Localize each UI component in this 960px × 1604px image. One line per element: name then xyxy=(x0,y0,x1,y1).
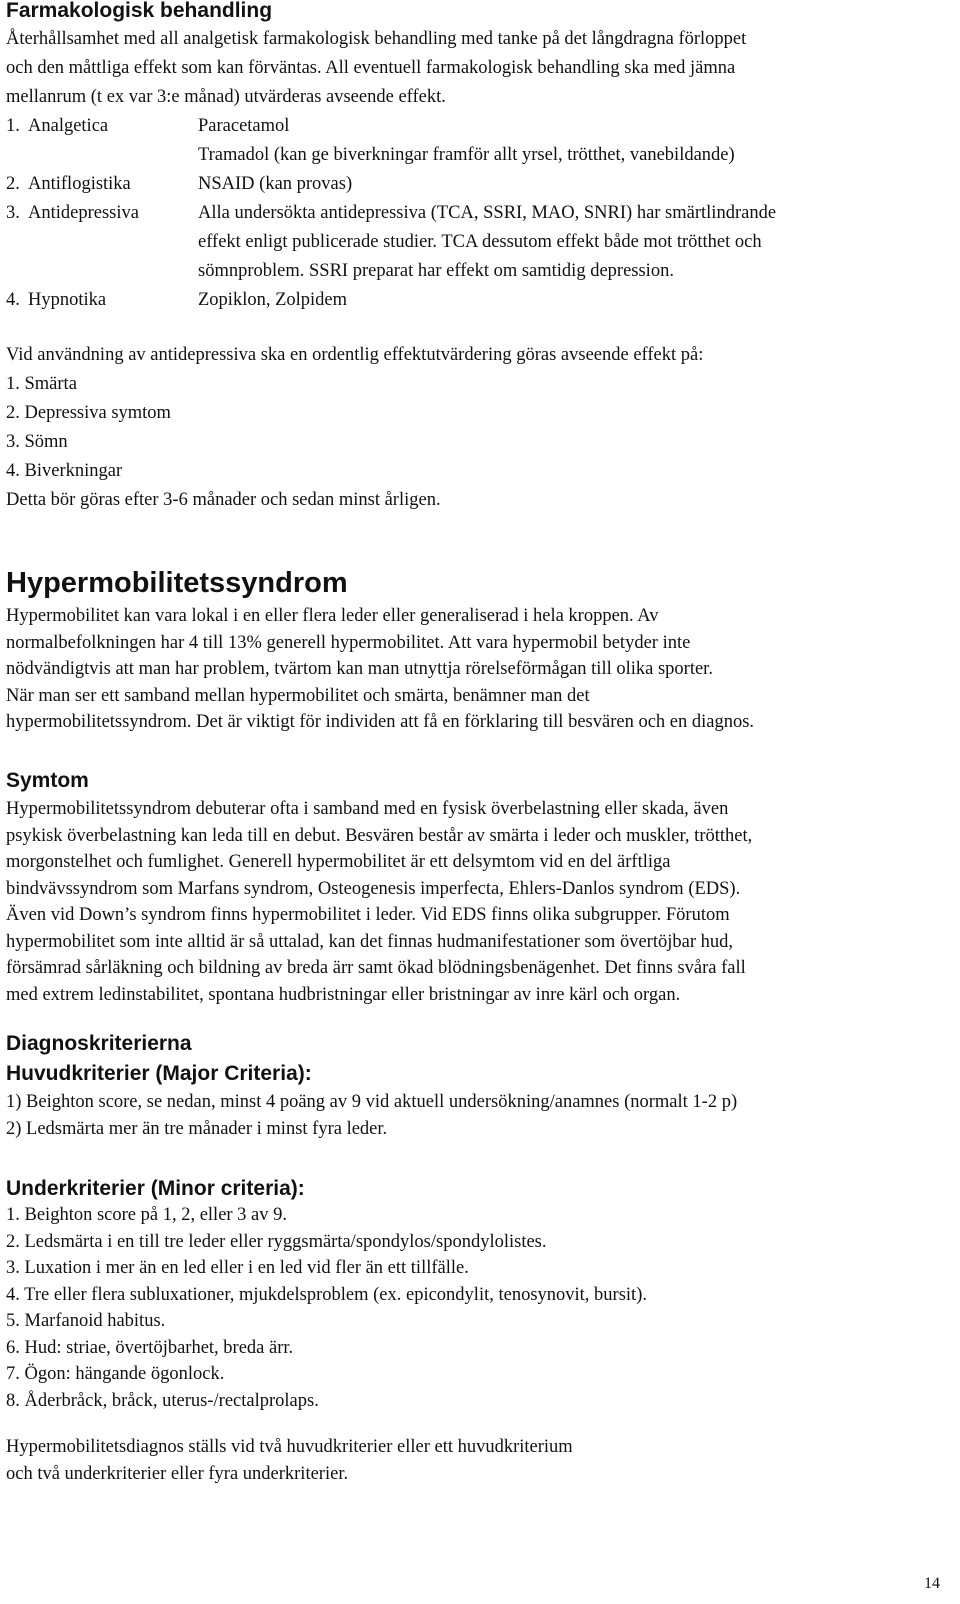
farm-intro-line: och den måttliga effekt som kan förväntas. All eventuell farmakologisk behandling ska med jämna xyxy=(6,58,736,78)
hyper-line: Hypermobilitet kan vara lokal i en eller flera leder eller generaliserad i hela kroppen. Av xyxy=(6,606,659,626)
symtom-line: med extrem ledinstabilitet, spontana hudbristningar eller bristningar av inre kärl och organ. xyxy=(6,984,681,1005)
med-desc-line: effekt enligt publicerade studier. TCA dessutom effekt både mot trötthet och xyxy=(198,232,762,252)
symtom-body xyxy=(6,796,954,1008)
farm-intro-line: mellanrum (t ex var 3:e månad) utvärderas avseende effekt. xyxy=(6,87,446,107)
med-number: 2. xyxy=(6,174,20,194)
conclusion-line: Hypermobilitetsdiagnos ställs vid två huvudkriterier eller ett huvudkriterium xyxy=(6,1437,573,1457)
med-description xyxy=(198,199,954,286)
minor-heading: Underkriterier (Minor criteria): xyxy=(6,1177,305,1200)
minor-criteria xyxy=(6,1202,954,1414)
med-desc-line: sömnproblem. SSRI preparat har effekt om samtidig depression. xyxy=(198,261,674,281)
hyper-section xyxy=(6,566,954,600)
med-description xyxy=(198,170,954,199)
evaluation-block xyxy=(6,341,954,515)
hyper-body xyxy=(6,603,954,736)
major-item: 2) Ledsmärta mer än tre månader i minst fyra leder. xyxy=(6,1118,388,1139)
eval-intro: Vid användning av antidepressiva ska en ordentlig effektutvärdering göras avseende effekt på: xyxy=(6,345,704,365)
symtom-heading: Symtom xyxy=(6,769,89,792)
minor-item: 4. Tre eller flera subluxationer, mjukdelsproblem (ex. epicondylit, tenosynovit, bursit). xyxy=(6,1284,647,1305)
hyper-line: nödvändigtvis att man har problem, tvärtom kan man utnyttja rörelseförmågan till olika sporter. xyxy=(6,659,713,679)
symtom-line: Hypermobilitetssyndrom debuterar ofta i samband med en fysisk överbelastning eller skada, även xyxy=(6,799,729,819)
diag-heading: Diagnoskriterierna xyxy=(6,1032,192,1055)
farm-intro xyxy=(6,25,954,112)
eval-item: 1. Smärta xyxy=(6,374,77,394)
symtom-line: morgonstelhet och fumlighet. Generell hypermobilitet är ett delsymtom vid en del ärftliga xyxy=(6,852,671,872)
farm-section xyxy=(6,0,954,112)
eval-item: 3. Sömn xyxy=(6,432,68,452)
symtom-line: bindvävssyndrom som Marfans syndrom, Osteogenesis imperfecta, Ehlers-Danlos syndrom (EDS). xyxy=(6,878,741,899)
minor-item: 3. Luxation i mer än en led eller i en led vid fler än ett tillfälle. xyxy=(6,1258,469,1278)
hyper-heading: Hypermobilitetssyndrom xyxy=(6,567,348,599)
hyper-line: normalbefolkningen har 4 till 13% generell hypermobilitet. Att vara hypermobil betyder inte xyxy=(6,632,691,653)
med-class: Antiflogistika xyxy=(28,174,131,194)
major-criteria xyxy=(6,1089,954,1142)
minor-item: 1. Beighton score på 1, 2, eller 3 av 9. xyxy=(6,1205,288,1225)
minor-item: 6. Hud: striae, övertöjbarhet, breda ärr. xyxy=(6,1337,294,1358)
med-number: 3. xyxy=(6,203,20,223)
medication-row xyxy=(6,286,954,315)
symtom-section xyxy=(6,767,954,795)
med-desc-line: Zopiklon, Zolpidem xyxy=(198,290,348,310)
med-number: 1. xyxy=(6,116,20,136)
minor-item: 8. Åderbråck, bråck, uterus-/rectalprolaps. xyxy=(6,1390,319,1411)
med-class: Hypnotika xyxy=(28,290,107,310)
minor-item: 2. Ledsmärta i en till tre leder eller ryggsmärta/spondylos/spondylolistes. xyxy=(6,1231,547,1252)
med-number: 4. xyxy=(6,290,20,310)
symtom-line: försämrad sårläkning och bildning av breda ärr samt ökad blödningsbenägenhet. Det finns svåra fall xyxy=(6,958,746,978)
minor-item: 5. Marfanoid habitus. xyxy=(6,1311,166,1331)
medication-row xyxy=(6,112,954,170)
conclusion-line: och två underkriterier eller fyra underkriterier. xyxy=(6,1463,349,1484)
farm-heading: Farmakologisk behandling xyxy=(6,0,273,22)
medication-list xyxy=(6,112,954,315)
symtom-line: Även vid Down’s syndrom finns hypermobilitet i leder. Vid EDS finns olika subgrupper. Förutom xyxy=(6,905,730,925)
symtom-line: psykisk överbelastning kan leda till en debut. Besvären består av smärta i leder och muskler, trötthet, xyxy=(6,825,753,846)
hyper-line: hypermobilitetssyndrom. Det är viktigt för individen att få en förklaring till besvären och en diagnos. xyxy=(6,712,755,732)
med-desc-line: Tramadol (kan ge biverkningar framför allt yrsel, trötthet, vanebildande) xyxy=(198,145,735,165)
minor-section xyxy=(6,1175,954,1203)
page-number: 14 xyxy=(924,1575,940,1592)
major-heading: Huvudkriterier (Major Criteria): xyxy=(6,1062,312,1085)
farm-intro-line: Återhållsamhet med all analgetisk farmakologisk behandling med tanke på det långdragna förloppet xyxy=(6,29,747,49)
med-class: Antidepressiva xyxy=(28,203,139,223)
eval-outro: Detta bör göras efter 3-6 månader och sedan minst årligen. xyxy=(6,490,441,510)
med-desc-line: Paracetamol xyxy=(198,116,290,136)
symtom-line: hypermobilitet som inte alltid är så uttalad, kan det finnas hudmanifestationer som övertöjbar hud, xyxy=(6,931,733,952)
eval-item: 4. Biverkningar xyxy=(6,461,123,481)
medication-row xyxy=(6,199,954,286)
med-description xyxy=(198,286,954,315)
med-description xyxy=(198,112,954,170)
diag-section xyxy=(6,1030,954,1088)
med-desc-line: Alla undersökta antidepressiva (TCA, SSRI, MAO, SNRI) har smärtlindrande xyxy=(198,203,777,223)
medication-row xyxy=(6,170,954,199)
major-item: 1) Beighton score, se nedan, minst 4 poäng av 9 vid aktuell undersökning/anamnes (normalt 1-2 p) xyxy=(6,1092,738,1112)
eval-item: 2. Depressiva symtom xyxy=(6,403,171,423)
hyper-line: När man ser ett samband mellan hypermobilitet och smärta, benämner man det xyxy=(6,685,590,706)
minor-item: 7. Ögon: hängande ögonlock. xyxy=(6,1364,225,1384)
med-class: Analgetica xyxy=(28,116,109,136)
diagnosis-conclusion xyxy=(6,1434,954,1487)
med-desc-line: NSAID (kan provas) xyxy=(198,174,353,194)
